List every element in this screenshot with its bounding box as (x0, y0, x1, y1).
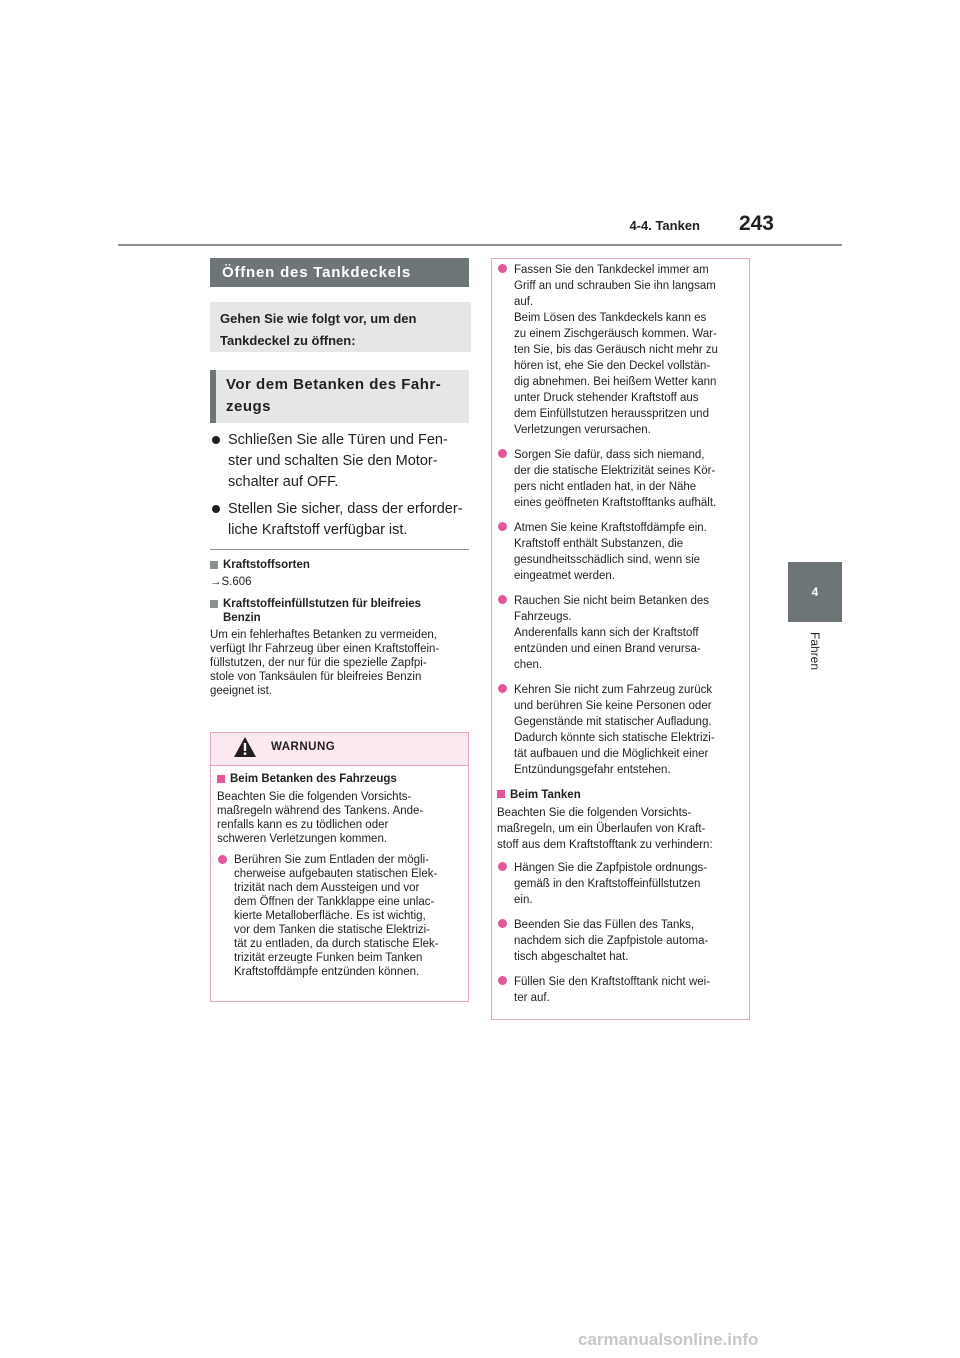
line: füllstutzen, der nur für die spezielle Zapfpi- (210, 657, 427, 669)
line: Um ein fehlerhaftes Betanken zu vermeiden, (210, 629, 437, 641)
warning-intro (217, 790, 462, 846)
line: Beachten Sie die folgenden Vorsichts- (497, 807, 692, 819)
chapter-name-text: Fahren (808, 632, 822, 671)
page-reference-link[interactable]: →S.606 (210, 576, 252, 588)
warning-title: WARNUNG (271, 741, 336, 753)
line: Füllen Sie den Kraftstofftank nicht wei- (514, 976, 711, 988)
warning-list (497, 860, 743, 1006)
line: maßregeln, um ein Überlaufen von Kraft- (497, 823, 706, 835)
warning-list (497, 262, 743, 778)
line: gemäß in den Kraftstoffeinfüllstutzen (514, 878, 701, 890)
line: nachdem sich die Zapfpistole automa- (514, 935, 709, 947)
warning-list (217, 853, 462, 979)
line: Kehren Sie nicht zum Fahrzeug zurück (514, 684, 713, 696)
line: geeignet ist. (210, 685, 273, 697)
line: Dadurch könnte sich statische Elektrizi- (514, 732, 715, 744)
procedure-list (210, 430, 472, 547)
line: ster und schalten Sie den Motor- (228, 453, 438, 469)
line: Fassen Sie den Tankdeckel immer am (514, 264, 709, 276)
warning-intro (497, 805, 743, 853)
line: pers nicht entladen hat, in der Nähe (514, 481, 697, 493)
line: chen. (514, 659, 543, 671)
warning-triangle-icon (233, 736, 257, 758)
chapter-tab[interactable]: 4 (788, 562, 842, 622)
note-title (210, 597, 472, 625)
header-rule (118, 244, 842, 246)
line: Stellen Sie sicher, dass der erforder- (228, 501, 463, 517)
line: vor dem Tanken die statische Elektrizi- (234, 924, 431, 936)
line: Kraftstoffdämpfe entzünden können. (234, 966, 420, 978)
procedure-item (210, 430, 472, 493)
line: Kraftstoffeinfüllstutzen für bleifreies (223, 598, 422, 610)
line: tisch abgeschaltet hat. (514, 951, 629, 963)
line: liche Kraftstoff verfügbar ist. (228, 522, 408, 538)
warning-box (210, 732, 469, 1002)
section-label: 4-4. Tanken (629, 218, 700, 233)
line: zu einem Zischgeräusch kommen. War- (514, 328, 717, 340)
line: Rauchen Sie nicht beim Betanken des (514, 595, 709, 607)
page-number: 243 (738, 212, 774, 235)
line: maßregeln während des Tankens. Ande- (217, 805, 424, 817)
line: Atmen Sie keine Kraftstoffdämpfe ein. (514, 522, 707, 534)
warning-item (497, 917, 743, 965)
subsection-heading-line: zeugs (226, 398, 272, 415)
intro-line: Tankdeckel zu öffnen: (220, 333, 356, 348)
section-heading: Öffnen des Tankdeckels (210, 258, 469, 287)
line: ten Sie, bis das Geräusch nicht mehr zu (514, 344, 718, 356)
warning-item (497, 860, 743, 908)
line: der die statische Elektrizität seines Kör- (514, 465, 716, 477)
line: Berühren Sie zum Entladen der mögli- (234, 854, 429, 866)
line: renfalls kann es zu tödlichen oder (217, 819, 389, 831)
line: unter Druck stehender Kraftstoff aus (514, 392, 699, 404)
line: eingeatmet werden. (514, 570, 616, 582)
line: Griff an und schrauben Sie ihn langsam (514, 280, 716, 292)
subsection-heading-line: Vor dem Betanken des Fahr- (226, 376, 442, 393)
warning-item (497, 974, 743, 1006)
line: Fahrzeugs. (514, 611, 572, 623)
line: kierte Metalloberfläche. Es ist wichtig, (234, 910, 426, 922)
line: Beenden Sie das Füllen des Tanks, (514, 919, 695, 931)
line: cherweise aufgebauten statischen Elek- (234, 868, 438, 880)
line: dem Öffnen der Tankklappe eine unlac- (234, 896, 435, 908)
line: dig abnehmen. Bei heißem Wetter kann (514, 376, 717, 388)
warning-item (497, 682, 743, 778)
line: schweren Verletzungen kommen. (217, 833, 388, 845)
line: tät aufbauen und die Möglichkeit einer (514, 748, 709, 760)
warning-subhead: Beim Tanken (497, 787, 743, 803)
line: Sorgen Sie dafür, dass sich niemand, (514, 449, 705, 461)
note-title: Kraftstoffsorten (210, 558, 472, 572)
warning-item (497, 447, 743, 511)
line: trizität erzeugte Funken beim Tanken (234, 952, 423, 964)
line: tät zu entladen, da durch statische Elek- (234, 938, 439, 950)
subsection-heading (210, 370, 469, 423)
line: Entzündungsgefahr entstehen. (514, 764, 671, 776)
line: Gegenstände mit statischer Aufladung. (514, 716, 712, 728)
line: Benzin (223, 612, 261, 624)
line: trizität nach dem Aussteigen und vor (234, 882, 420, 894)
line: ter auf. (514, 992, 550, 1004)
line: Beim Lösen des Tankdeckels kann es (514, 312, 707, 324)
line: verfügt Ihr Fahrzeug über einen Kraftstoffein- (210, 643, 440, 655)
line: gesundheitsschädlich sind, wenn sie (514, 554, 701, 566)
warning-item (497, 593, 743, 673)
line: Kraftstoff enthält Substanzen, die (514, 538, 684, 550)
line: auf. (514, 296, 534, 308)
line: Hängen Sie die Zapfpistole ordnungs- (514, 862, 708, 874)
line: und berühren Sie keine Personen oder (514, 700, 712, 712)
line: Anderenfalls kann sich der Kraftstoff (514, 627, 699, 639)
watermark: carmanualsonline.info (578, 1330, 759, 1349)
intro-line: Gehen Sie wie folgt vor, um den (220, 311, 417, 326)
note-body (210, 628, 472, 698)
procedure-item (210, 499, 472, 541)
line: entzünden und einen Brand verursa- (514, 643, 701, 655)
line: eines geöffneten Kraftstofftanks aufhält. (514, 497, 717, 509)
warning-item (497, 520, 743, 584)
warning-body (211, 766, 468, 979)
divider (210, 549, 469, 550)
line: schalter auf OFF. (228, 474, 339, 490)
line: stole von Tanksäulen für bleifreies Benzin (210, 671, 422, 683)
line: Beachten Sie die folgenden Vorsichts- (217, 791, 412, 803)
warning-item (217, 853, 462, 979)
warning-header (211, 733, 468, 766)
intro-box (210, 302, 471, 352)
line: hören ist, ehe Sie den Deckel vollstän- (514, 360, 711, 372)
line: Schließen Sie alle Türen und Fen- (228, 432, 448, 448)
warning-continuation-box (491, 258, 750, 1020)
warning-item (497, 262, 743, 438)
chapter-name (800, 632, 830, 682)
warning-subhead: Beim Betanken des Fahrzeugs (217, 772, 462, 786)
line: dem Einfüllstutzen herausspritzen und (514, 408, 709, 420)
line: stoff aus dem Kraftstofftank zu verhindern: (497, 839, 713, 851)
line: Verletzungen verursachen. (514, 424, 651, 436)
line: ein. (514, 894, 533, 906)
notes (210, 554, 472, 706)
